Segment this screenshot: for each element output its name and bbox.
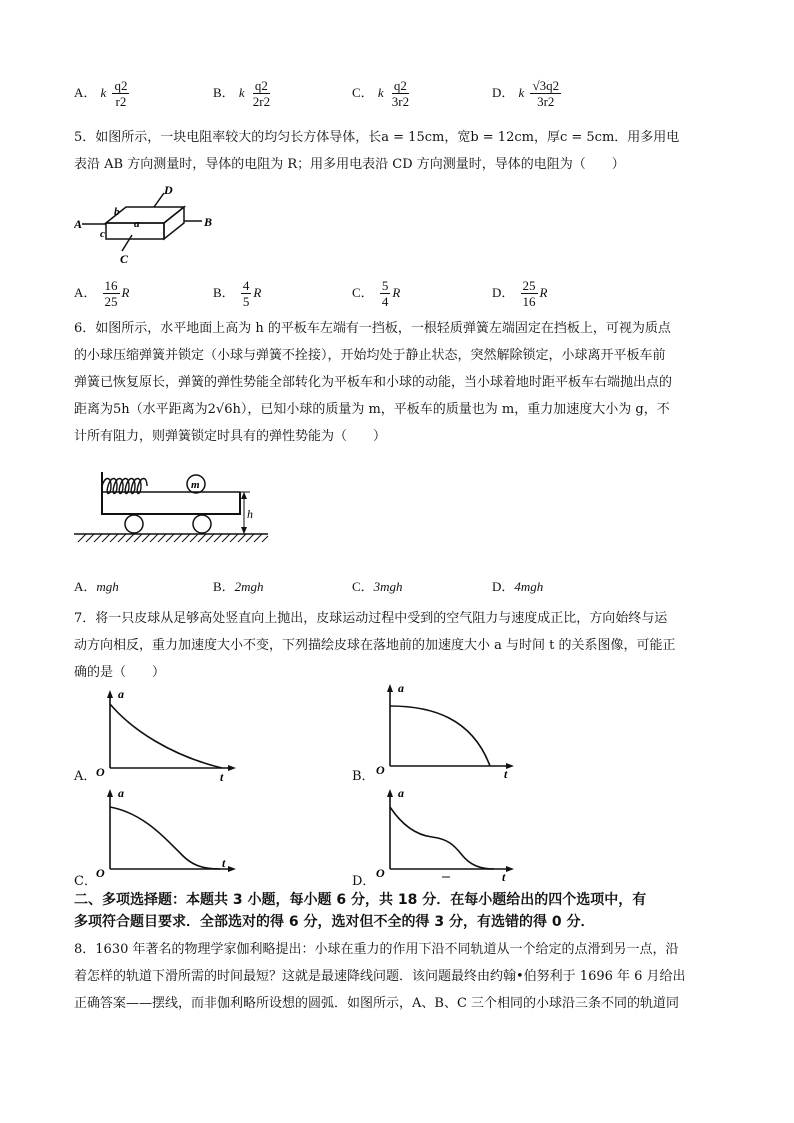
resistance-symbol: R [121,285,130,300]
q6-line-2: 的小球压缩弹簧并锁定（小球与弹簧不拴接），开始均处于静止状态，突然解除锁定，小球离开平板车前 [74,348,666,363]
fraction-denominator: r2 [115,94,127,109]
q7-option-a-label: A． [74,769,97,784]
axis-y-label: a [398,786,404,800]
origin-label: O [96,866,105,880]
q4-option-d[interactable] [492,78,563,109]
fraction-denominator: 2r2 [252,94,271,109]
fraction-numerator: 16 [104,278,118,293]
option-label: B． [213,579,235,594]
q7-line-2: 动方向相反，重力加速度大小不变，下列描绘皮球在落地前的加速度大小 a 与时间 t 的关系图像，可能正 [74,638,676,653]
label-a: a [134,218,140,230]
fraction-denominator: 3r2 [537,94,555,109]
section-2-line-1: 二、多项选择题：本题共 3 小题，每小题 6 分，共 18 分．在每小题给出的四个选项中，有 [74,892,647,908]
q5-conductor-figure [74,183,224,265]
origin-label: O [376,866,385,880]
option-label: B． [213,85,235,100]
resistance-symbol: R [392,285,401,300]
label-A: A [74,217,83,231]
q7-option-d-label: D． [352,874,376,889]
axis-y-label: a [398,681,404,695]
q7-line-1: 7．将一只皮球从足够高处竖直向上抛出，皮球运动过程中受到的空气阻力与速度成正比，方向始终与运 [74,611,668,626]
q4-option-b[interactable] [213,78,274,109]
q8-line-3: 正确答案——摆线，而非伽利略所设想的圆弧．如图所示，A、B、C 三个相同的小球沿三条不同的轨道同 [74,996,680,1011]
q6-stem [74,315,722,450]
option-label: A． [74,85,97,100]
q5-option-a[interactable] [74,278,129,309]
option-label: D． [492,85,515,100]
q6-option-b[interactable] [213,576,264,595]
q7-graph-a[interactable] [92,686,242,782]
option-label: D． [492,579,515,594]
label-b: b [114,206,120,218]
label-B: B [204,215,213,229]
q6-option-d[interactable] [492,576,543,595]
q6-cart-figure [74,462,274,552]
q7-option-b-label: B． [352,769,375,784]
coulomb-constant: k [238,85,245,100]
axis-x-label: t [222,856,226,870]
fraction-denominator: 16 [522,294,536,309]
option-label: A． [74,285,97,300]
q7-stem [74,605,722,686]
option-label: A． [74,579,97,594]
q6-line-1: 6．如图所示，水平地面上高为 h 的平板车左端有一挡板，一根轻质弹簧左端固定在挡板上，可视为质点 [74,321,671,336]
q4-option-a[interactable] [74,78,131,109]
q6-option-a[interactable] [74,576,119,595]
ball-label: m [191,479,200,491]
option-value: mgh [96,579,119,594]
option-value: 3mgh [373,579,403,594]
fraction-numerator: q2 [254,78,268,93]
resistance-symbol: R [539,285,548,300]
coulomb-constant: k [100,85,107,100]
q5-line-1: 5．如图所示，一块电阻率较大的均匀长方体导体，长a = 15cm，宽b = 12cm，厚c = 5cm．用多用电 [74,130,680,145]
axis-x-label: t [220,770,224,782]
q8-line-2: 着怎样的轨道下滑所需的时间最短？这就是最速降线问题．该问题最终由约翰•伯努利于 1696 年 6 月给出 [74,969,686,984]
section-2-line-2: 多项符合题目要求．全部选对的得 6 分，选对但不全的得 3 分，有选错的得 0 分． [74,914,595,930]
option-label: C． [352,85,374,100]
q7-option-c-label: C． [74,874,97,889]
q6-line-4: 距离为5h（水平距离为2√6h），已知小球的质量为 m，平板车的质量也为 m，重力加速度大小为 g，不 [74,402,670,417]
option-label: C． [352,285,374,300]
q5-option-b[interactable] [213,278,261,309]
option-value: 4mgh [514,579,544,594]
height-label: h [247,507,253,521]
q5-option-d[interactable] [492,278,547,309]
q5-line-2: 表沿 AB 方向测量时，导体的电阻为 R；用多用电表沿 CD 方向测量时，导体的电阻为（ ） [74,157,625,172]
fraction-numerator: 25 [522,278,536,293]
q5-option-c[interactable] [352,278,400,309]
label-D: D [164,183,173,197]
label-C: C [120,252,129,265]
q6-line-5: 计所有阻力，则弹簧锁定时具有的弹性势能为（ ） [74,429,387,444]
origin-label: O [96,765,105,779]
fraction-denominator: 25 [104,294,118,309]
fraction-numerator: q2 [114,78,128,93]
option-label: B． [213,285,235,300]
resistance-symbol: R [253,285,262,300]
fraction-numerator: 4 [242,278,250,293]
q7-graph-c[interactable] [92,785,242,883]
coulomb-constant: k [377,85,384,100]
section-2-heading [74,889,734,933]
q7-graph-b[interactable] [372,680,520,780]
fraction-denominator: 5 [242,294,250,309]
q5-stem [74,124,722,178]
q6-line-3: 弹簧已恢复原长，弹簧的弹性势能全部转化为平板车和小球的动能，当小球着地时距平板车右端抛出点的 [74,375,673,390]
option-label: D． [492,285,515,300]
axis-y-label: a [118,687,124,701]
label-c: c [100,228,105,240]
axis-x-label: t [504,767,508,780]
q4-option-c[interactable] [352,78,413,109]
option-value: 2mgh [234,579,264,594]
q7-graph-d[interactable] [372,785,520,883]
fraction-numerator: q2 [393,78,407,93]
axis-y-label: a [118,786,124,800]
fraction-numerator: √3q2 [532,78,560,93]
fraction-numerator: 5 [381,278,389,293]
option-label: C． [352,579,374,594]
q8-line-1: 8．1630 年著名的物理学家伽利略提出：小球在重力的作用下沿不同轨道从一个给定的点滑到另一点，沿 [74,942,679,957]
origin-label: O [376,763,385,777]
axis-x-label: t [502,870,506,883]
q7-line-3: 确的是（ ） [74,665,166,680]
fraction-denominator: 4 [381,294,389,309]
q8-stem [74,936,722,1017]
coulomb-constant: k [518,85,525,100]
fraction-denominator: 3r2 [391,94,410,109]
q6-option-c[interactable] [352,576,403,595]
